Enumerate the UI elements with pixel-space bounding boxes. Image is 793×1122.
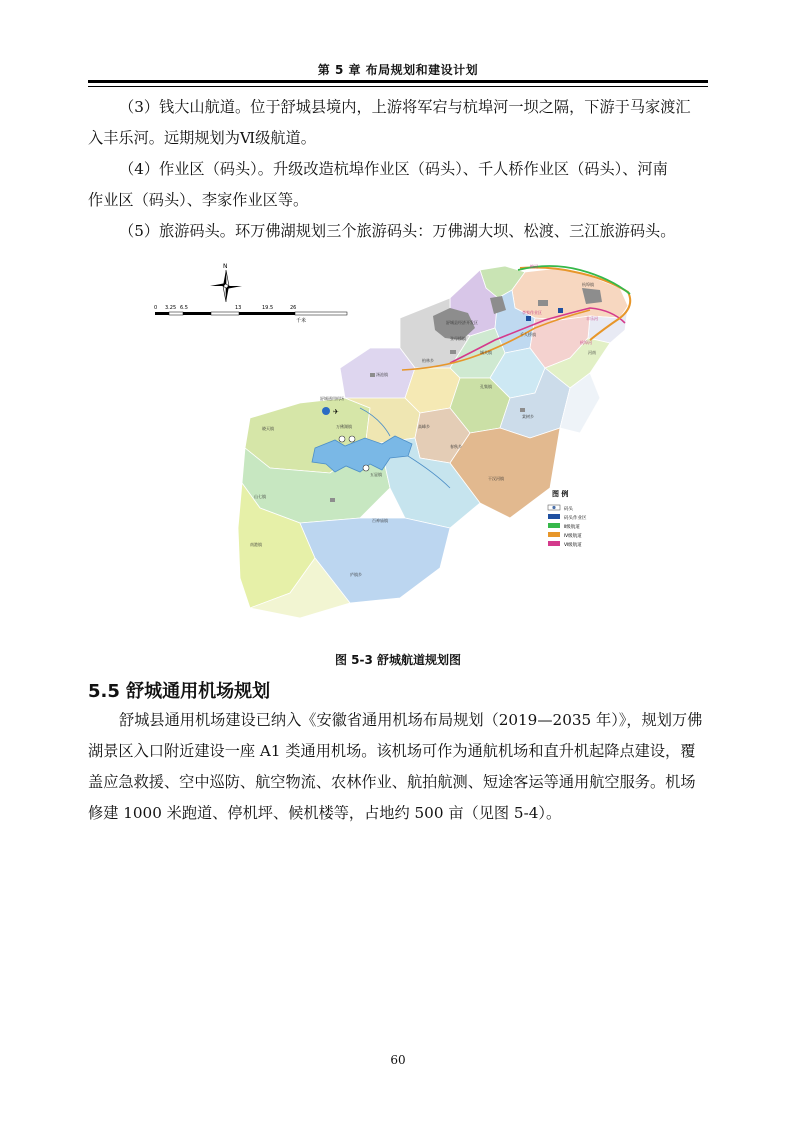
scale-tick: 26 <box>290 305 297 311</box>
scale-tick: 19.5 <box>262 305 274 311</box>
section-heading: 5.5 舒城通用机场规划 <box>88 681 271 702</box>
scale-tick: 0 <box>154 305 158 311</box>
map-label: 舒城县经济开发区 <box>446 320 478 325</box>
north-arrow-icon <box>210 263 242 302</box>
work-area-icon <box>526 316 531 321</box>
paragraph-tourist-piers <box>88 216 708 247</box>
map-label: 高峰乡 <box>418 424 430 429</box>
legend-item <box>548 541 582 548</box>
legend-item <box>548 514 587 521</box>
legend-title: 图 例 <box>552 490 569 498</box>
waterway-planning-map <box>150 258 660 638</box>
paragraph-line: 修建 1000 米跑道、停机坪、候机楼等，占地约 500 亩（见图 5-4）。 <box>88 804 562 822</box>
scale-tick: 13 <box>235 305 242 311</box>
legend-label: 码头 <box>564 507 573 512</box>
pier-icon <box>349 436 355 442</box>
map-label: 城关镇 <box>480 350 492 355</box>
pier-icon <box>363 465 369 471</box>
legend-label: Ⅱ级航道 <box>564 525 580 530</box>
figure-caption: 图 5-3 舒城航道规划图 <box>334 653 462 667</box>
legend-item <box>548 505 573 512</box>
header-rule-thick <box>88 80 708 83</box>
map-label: 舒城通用机场 <box>320 396 344 401</box>
map-label: 春秋乡 <box>450 444 462 449</box>
map-label: 杭埠河 <box>580 340 592 345</box>
work-area-icon <box>558 308 563 313</box>
page-number: 60 <box>390 1053 406 1067</box>
north-label: N <box>223 263 228 270</box>
legend-label: Ⅳ级航道 <box>564 534 582 539</box>
map-label: 庐镇乡 <box>350 572 362 577</box>
paragraph-airport-plan <box>88 705 708 829</box>
legend-item <box>548 532 582 539</box>
map-label: 梅河 <box>530 264 538 269</box>
pier-icon <box>339 436 345 442</box>
map-svg <box>150 258 660 638</box>
paragraph-work-areas <box>88 154 708 216</box>
header-rule-thin <box>88 86 708 87</box>
paragraph-line: （3）钱大山航道。位于舒城县境内，上游将军宕与杭埠河一坝之隔，下游于马家渡汇 <box>119 98 691 116</box>
map-label: 山七镇 <box>254 494 266 499</box>
legend-label: Ⅵ级航道 <box>564 543 582 548</box>
map-label: 丰乐河 <box>586 316 598 321</box>
map-label: 李家作业区 <box>522 310 542 315</box>
paragraph-line: 作业区（码头）、李家作业区等。 <box>88 191 309 209</box>
running-header: 第 5 章 布局规划和建设计划 <box>317 63 479 77</box>
paragraph-line: 舒城县通用机场建设已纳入《安徽省通用机场布局规划（2019—2035 年）》，规划万佛 <box>119 711 703 729</box>
map-label: 百神庙镇 <box>372 518 388 523</box>
map-label: 柏林乡 <box>422 358 434 363</box>
scale-bar <box>154 305 347 324</box>
map-label: 万佛湖镇 <box>336 424 352 429</box>
map-legend <box>548 489 587 548</box>
map-label: 千人桥镇 <box>520 332 536 337</box>
legend-label: 码头作业区 <box>564 516 587 521</box>
map-label: 晓天镇 <box>262 426 274 431</box>
paragraph-line: （4）作业区（码头）。升级改造杭埠作业区（码头）、千人桥作业区（码头）、河南 <box>119 160 668 178</box>
map-label: 张母桥镇 <box>450 336 466 341</box>
map-label: 棠树乡 <box>522 414 534 419</box>
paragraph-line: （5）旅游码头。环万佛湖规划三个旅游码头：万佛湖大坝、松渡、三江旅游码头。 <box>119 222 676 240</box>
paragraph-line: 湖景区入口附近建设一座 A1 类通用机场。该机场可作为通航机场和直升机起降点建设，覆 <box>88 742 696 760</box>
scale-tick: 6.5 <box>180 305 188 311</box>
map-label: 五显镇 <box>370 472 382 477</box>
map-label: 杭埠镇 <box>582 282 594 287</box>
paragraph-qiandashan <box>88 92 708 154</box>
map-label: 孔集镇 <box>480 384 492 389</box>
paragraph-line: 盖应急救援、空中巡防、航空物流、农林作业、航拍航测、短途客运等通用航空服务。机场 <box>88 773 696 791</box>
map-label: 南港镇 <box>250 542 262 547</box>
legend-item <box>548 523 580 530</box>
map-label: 汤池镇 <box>376 372 388 377</box>
paragraph-line: 入丰乐河。远期规划为Ⅵ级航道。 <box>88 129 316 147</box>
map-label: 河南 <box>588 350 596 355</box>
scale-tick: 3.25 <box>165 305 177 311</box>
scale-unit: 千米 <box>296 318 307 324</box>
svg-text:✈: ✈ <box>333 408 339 416</box>
map-label: 干汊河镇 <box>488 476 504 481</box>
